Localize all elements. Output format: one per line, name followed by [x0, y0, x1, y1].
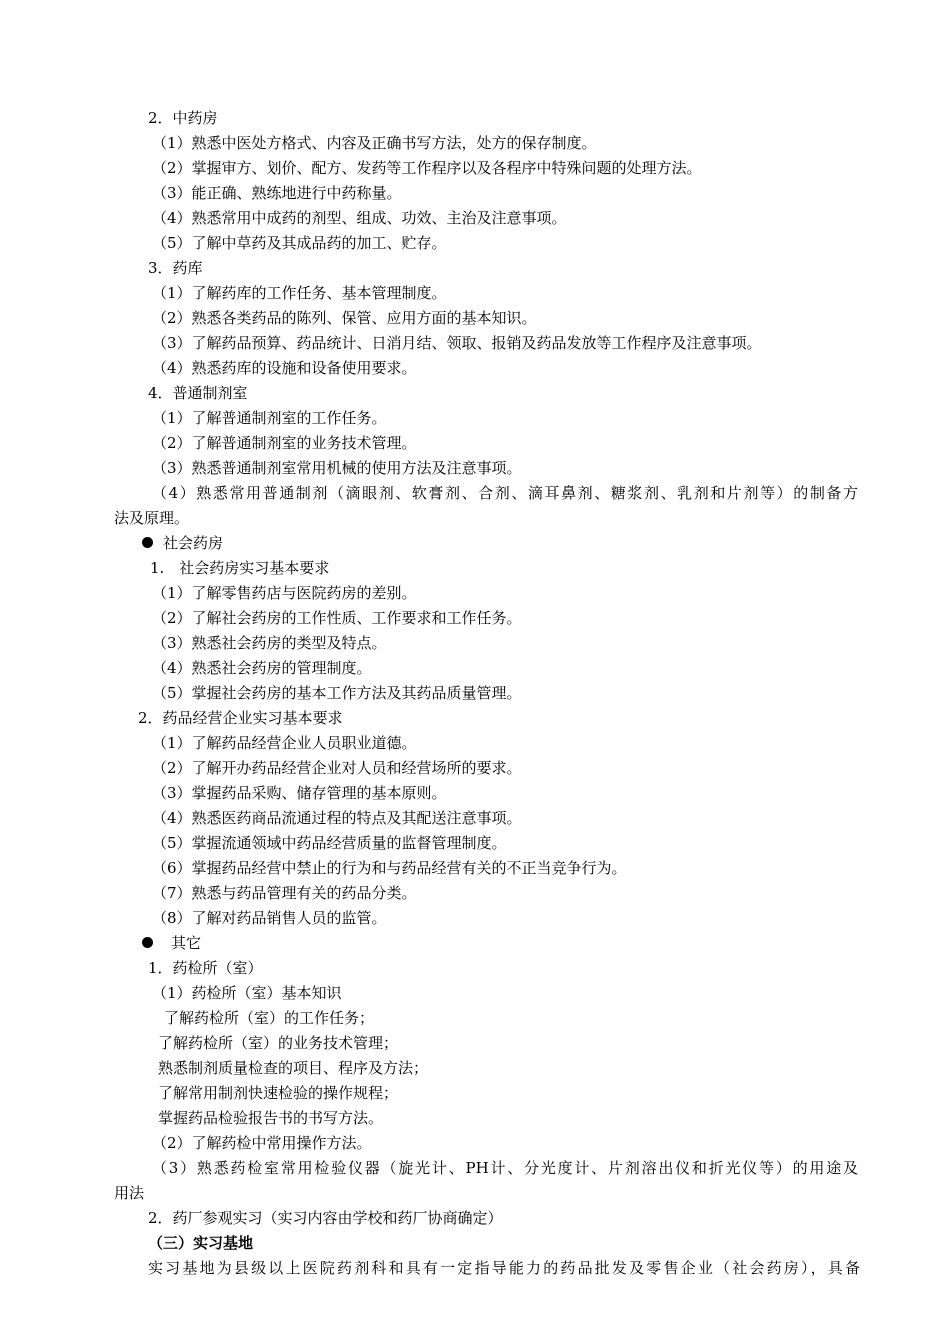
list-item: （2）了解开办药品经营企业对人员和经营场所的要求。 [152, 759, 522, 777]
list-item: （4）熟悉社会药房的管理制度。 [152, 659, 372, 677]
bullet-heading-others [142, 931, 201, 956]
list-item: （2）了解社会药房的工作性质、工作要求和工作任务。 [152, 609, 522, 627]
list-item: （5）掌握流通领域中药品经营质量的监督管理制度。 [152, 834, 507, 852]
list-item: （2）了解药检中常用操作方法。 [152, 1134, 372, 1152]
list-item: （5）了解中草药及其成品药的加工、贮存。 [152, 234, 447, 252]
detail-line: 熟悉制剂质量检查的项目、程序及方法； [158, 1059, 429, 1077]
paragraph-line: 实习基地为县级以上医院药剂科和具有一定指导能力的药品批发及零售企业（社会药房），具备 [148, 1259, 860, 1277]
list-item: （3）掌握药品采购、储存管理的基本原则。 [152, 784, 447, 802]
bullet-heading-label: 社会药房 [163, 534, 224, 552]
section-heading-prep-room: 4．普通制剂室 [148, 384, 248, 402]
list-item: （4）熟悉常用中成药的剂型、组成、功效、主治及注意事项。 [152, 209, 567, 227]
list-item: （3）熟悉社会药房的类型及特点。 [152, 634, 387, 652]
bullet-heading-label: 其它 [171, 934, 202, 952]
section-heading-warehouse: 3．药库 [148, 259, 203, 277]
detail-line: 了解药检所（室）的工作任务； [164, 1009, 375, 1027]
list-item: （3）了解药品预算、药品统计、日消月结、领取、报销及药品发放等工作程序及注意事项。 [152, 334, 762, 352]
list-item: （2）熟悉各类药品的陈列、保管、应用方面的基本知识。 [152, 309, 537, 327]
list-item: （1）了解普通制剂室的工作任务。 [152, 409, 387, 427]
subsection-heading: 2．药厂参观实习（实习内容由学校和药厂协商确定） [148, 1209, 503, 1227]
list-item: （5）掌握社会药房的基本工作方法及其药品质量管理。 [152, 684, 522, 702]
list-item: （4）熟悉常用普通制剂（滴眼剂、软膏剂、合剂、滴耳鼻剂、糖浆剂、乳剂和片剂等）的制备方 [152, 484, 858, 502]
list-item: （1）了解零售药店与医院药房的差别。 [152, 584, 417, 602]
subsection-heading: 1. 社会药房实习基本要求 [150, 559, 330, 577]
list-item: （2）掌握审方、划价、配方、发药等工作程序以及各程序中特殊问题的处理方法。 [152, 159, 702, 177]
list-item: （6）掌握药品经营中禁止的行为和与药品经营有关的不正当竞争行为。 [152, 859, 627, 877]
detail-line: 了解药检所（室）的业务技术管理； [158, 1034, 399, 1052]
list-item: （1）熟悉中医处方格式、内容及正确书写方法，处方的保存制度。 [152, 134, 597, 152]
subsection-heading: 1．药检所（室） [148, 959, 263, 977]
list-item: （1）了解药库的工作任务、基本管理制度。 [152, 284, 447, 302]
bullet-icon [142, 537, 153, 548]
list-item-continuation: 法及原理。 [114, 509, 190, 527]
section-heading-base: （三）实习基地 [148, 1234, 254, 1252]
list-item: （3）熟悉药检室常用检验仪器（旋光计、PH计、分光度计、片剂溶出仪和折光仪等）的用途及 [152, 1159, 858, 1177]
list-item: （1）药检所（室）基本知识 [152, 984, 342, 1002]
list-item: （7）熟悉与药品管理有关的药品分类。 [152, 884, 417, 902]
section-heading-tcm-pharmacy: 2．中药房 [148, 109, 218, 127]
list-item: （1）了解药品经营企业人员职业道德。 [152, 734, 417, 752]
list-item: （4）熟悉医药商品流通过程的特点及其配送注意事项。 [152, 809, 522, 827]
detail-line: 掌握药品检验报告书的书写方法。 [158, 1109, 384, 1127]
detail-line: 了解常用制剂快速检验的操作规程； [158, 1084, 399, 1102]
list-item-continuation: 用法 [114, 1184, 145, 1202]
list-item: （8）了解对药品销售人员的监管。 [152, 909, 387, 927]
bullet-icon [142, 937, 153, 948]
list-item: （3）熟悉普通制剂室常用机械的使用方法及注意事项。 [152, 459, 522, 477]
bullet-heading-social-pharmacy [142, 531, 223, 556]
subsection-heading: 2．药品经营企业实习基本要求 [138, 709, 343, 727]
list-item: （3）能正确、熟练地进行中药称量。 [152, 184, 402, 202]
list-item: （2）了解普通制剂室的业务技术管理。 [152, 434, 417, 452]
list-item: （4）熟悉药库的设施和设备使用要求。 [152, 359, 417, 377]
